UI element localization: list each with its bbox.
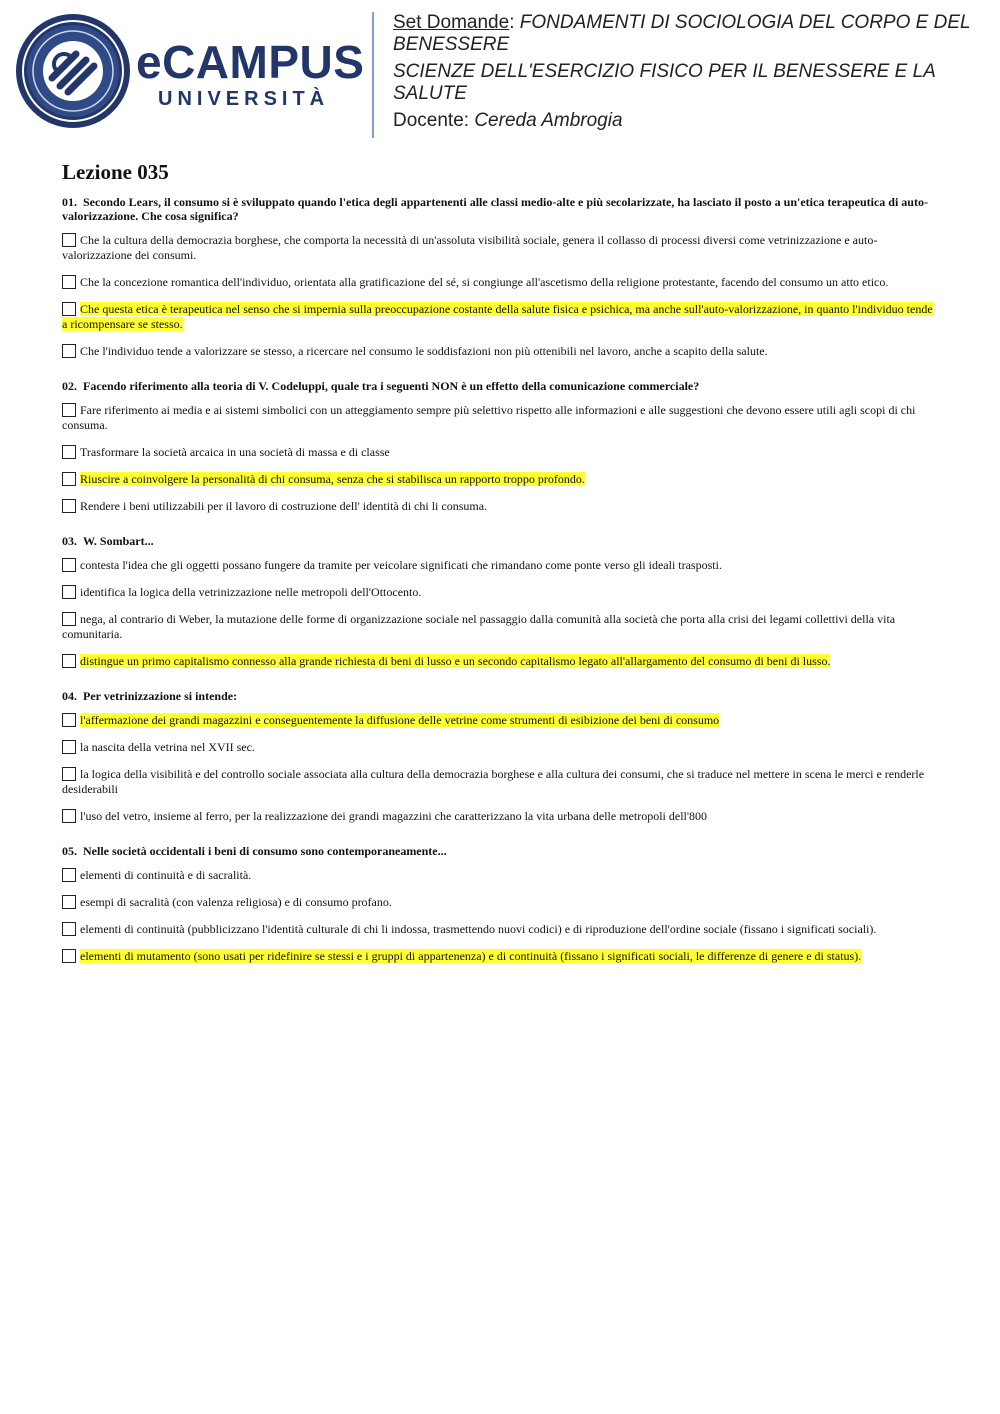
question-text xyxy=(62,689,934,703)
answer-checkbox[interactable] xyxy=(62,809,76,823)
answer-checkbox[interactable] xyxy=(62,445,76,459)
question-number: 05. xyxy=(62,844,77,858)
answer-option[interactable] xyxy=(62,344,934,359)
answer-text: Che l'individuo tende a valorizzare se stesso, a ricercare nel consumo le soddisfazioni non più ottenibili nel lavoro, anche a scapito della salute. xyxy=(80,344,768,358)
answer-option[interactable] xyxy=(62,445,934,460)
answer-checkbox[interactable] xyxy=(62,472,76,486)
answer-option[interactable] xyxy=(62,612,934,642)
brand-subtitle: UNIVERSITÀ xyxy=(158,88,330,110)
header-divider xyxy=(372,12,374,138)
answer-checkbox[interactable] xyxy=(62,233,76,247)
answer-option[interactable] xyxy=(62,499,934,514)
program-name: SCIENZE DELL'ESERCIZIO FISICO PER IL BENESSERE E LA SALUTE xyxy=(393,61,936,104)
answer-option[interactable] xyxy=(62,713,934,728)
answer-text: identifica la logica della vetrinizzazione nelle metropoli dell'Ottocento. xyxy=(80,585,422,599)
course-title-line: Set Domande: FONDAMENTI DI SOCIOLOGIA DEL CORPO E DEL BENESSERE xyxy=(393,12,971,55)
answer-text: elementi di continuità (pubblicizzano l'identità culturale di chi li indossa, trasmettendo nuovi codici) e di riproduzione dell'ordine sociale (fissano i significati sociali). xyxy=(80,922,877,936)
set-label: Set Domande xyxy=(393,12,510,33)
answer-text: esempi di sacralità (con valenza religiosa) e di consumo profano. xyxy=(80,895,392,909)
answer-checkbox[interactable] xyxy=(62,302,76,316)
answer-option[interactable] xyxy=(62,809,934,824)
answer-text: contesta l'idea che gli oggetti possano fungere da tramite per veicolare significati che rimandano come ponte verso gli ideali trasposti. xyxy=(80,558,722,572)
question-number: 02. xyxy=(62,379,77,393)
question-4 xyxy=(62,689,934,824)
question-set xyxy=(62,160,934,984)
answer-text: elementi di mutamento (sono usati per ridefinire se stessi e i gruppi di appartenenza) e di continuità (fissano i significati sociali, le differenze di genere e di status). xyxy=(80,949,862,963)
answer-text: l'uso del vetro, insieme al ferro, per la realizzazione dei grandi magazzini che caratterizzano la vita urbana delle metropoli dell'800 xyxy=(80,809,708,823)
answer-option[interactable] xyxy=(62,403,934,433)
answer-text: Rendere i beni utilizzabili per il lavoro di costruzione dell' identità di chi li consuma. xyxy=(80,499,488,513)
answer-checkbox[interactable] xyxy=(62,922,76,936)
answer-checkbox[interactable] xyxy=(62,767,76,781)
answer-checkbox[interactable] xyxy=(62,499,76,513)
course-title: FONDAMENTI DI SOCIOLOGIA DEL CORPO E DEL BENESSERE xyxy=(393,12,971,55)
answer-checkbox[interactable] xyxy=(62,403,76,417)
answer-text: la logica della visibilità e del controllo sociale associata alla cultura della democrazia borghese e alla cultura dei consumi, che si traduce nel mettere in scena le merci e renderle desiderabili xyxy=(62,767,925,796)
answer-checkbox[interactable] xyxy=(62,740,76,754)
answer-option[interactable] xyxy=(62,868,934,883)
docente-label: Docente: xyxy=(393,110,470,131)
question-number: 04. xyxy=(62,689,77,703)
question-number: 01. xyxy=(62,195,77,209)
answer-option[interactable] xyxy=(62,767,934,797)
question-prompt: Nelle società occidentali i beni di consumo sono contemporaneamente... xyxy=(83,844,447,858)
questions-list xyxy=(62,195,934,964)
answer-option[interactable] xyxy=(62,922,934,937)
answer-checkbox[interactable] xyxy=(62,344,76,358)
answer-text: distingue un primo capitalismo connesso alla grande richiesta di beni di lusso e un secondo capitalismo legato all'allargamento del consumo di beni di lusso. xyxy=(80,654,831,668)
answer-checkbox[interactable] xyxy=(62,713,76,727)
answer-option[interactable] xyxy=(62,472,934,487)
answer-checkbox[interactable] xyxy=(62,949,76,963)
answer-text: la nascita della vetrina nel XVII sec. xyxy=(80,740,255,754)
answer-text: Trasformare la società arcaica in una società di massa e di classe xyxy=(80,445,390,459)
question-3 xyxy=(62,534,934,669)
question-prompt: Per vetrinizzazione si intende: xyxy=(83,689,238,703)
answer-text: elementi di continuità e di sacralità. xyxy=(80,868,252,882)
question-text xyxy=(62,195,934,223)
answer-option[interactable] xyxy=(62,895,934,910)
answer-text: Fare riferimento ai media e ai sistemi simbolici con un atteggiamento sempre più selettivo rispetto alle informazioni e alle suggestioni che devono essere utili agli scopi di chi consuma. xyxy=(62,403,916,432)
answer-option[interactable] xyxy=(62,558,934,573)
question-2 xyxy=(62,379,934,514)
answer-checkbox[interactable] xyxy=(62,895,76,909)
ecampus-logo xyxy=(14,12,374,130)
answer-option[interactable] xyxy=(62,654,934,669)
question-5 xyxy=(62,844,934,964)
answer-checkbox[interactable] xyxy=(62,558,76,572)
question-text xyxy=(62,379,934,393)
answer-text: Che questa etica è terapeutica nel senso che si impernia sulla preoccupazione costante della salute fisica e psichica, ma anche sull'auto-valorizzazione, in quanto l'individuo tende a ricompensare se stesso. xyxy=(62,302,933,331)
university-seal-icon xyxy=(14,12,132,130)
answer-checkbox[interactable] xyxy=(62,868,76,882)
answer-text: Che la concezione romantica dell'individuo, orientata alla gratificazione del sé, si congiunge all'ascetismo della religione protestante, facendo del consumo un atto etico. xyxy=(80,275,889,289)
question-1 xyxy=(62,195,934,359)
question-prompt: Facendo riferimento alla teoria di V. Codeluppi, quale tra i seguenti NON è un effetto della comunicazione commerciale? xyxy=(83,379,700,393)
question-text xyxy=(62,534,934,548)
program-line xyxy=(393,61,983,105)
answer-checkbox[interactable] xyxy=(62,654,76,668)
document-header xyxy=(0,0,1000,150)
answer-text: l'affermazione dei grandi magazzini e conseguentemente la diffusione delle vetrine come strumenti di esibizione dei beni di consumo xyxy=(80,713,720,727)
brand-text xyxy=(136,38,376,128)
answer-option[interactable] xyxy=(62,275,934,290)
answer-checkbox[interactable] xyxy=(62,612,76,626)
course-info xyxy=(393,12,983,137)
answer-option[interactable] xyxy=(62,740,934,755)
answer-text: Che la cultura della democrazia borghese, che comporta la necessità di un'assoluta visibilità sociale, genera il collasso di processi diversi come vetrinizzazione e auto-valorizzazione dei consumi. xyxy=(62,233,878,262)
answer-option[interactable] xyxy=(62,949,934,964)
question-prompt: Secondo Lears, il consumo si è sviluppato quando l'etica degli appartenenti alle classi medio-alte e più secolarizzate, ha lasciato il posto a un'etica terapeutica di auto-valorizzazione. Che cosa significa? xyxy=(62,195,928,223)
answer-text: nega, al contrario di Weber, la mutazione delle forme di organizzazione sociale nel passaggio dalla comunità alla società che porta alla crisi dei legami collettivi della vita comunitaria. xyxy=(62,612,896,641)
answer-option[interactable] xyxy=(62,302,934,332)
answer-option[interactable] xyxy=(62,585,934,600)
answer-checkbox[interactable] xyxy=(62,275,76,289)
answer-option[interactable] xyxy=(62,233,934,263)
docente-line xyxy=(393,110,983,132)
lesson-title: Lezione 035 xyxy=(62,160,169,184)
docente-name: Cereda Ambrogia xyxy=(474,110,623,131)
question-prompt: W. Sombart... xyxy=(83,534,154,548)
answer-checkbox[interactable] xyxy=(62,585,76,599)
question-number: 03. xyxy=(62,534,77,548)
answer-text: Riuscire a coinvolgere la personalità di chi consuma, senza che si stabilisca un rapporto troppo profondo. xyxy=(80,472,585,486)
brand-word: eCAMPUS xyxy=(136,36,365,88)
question-text xyxy=(62,844,934,858)
